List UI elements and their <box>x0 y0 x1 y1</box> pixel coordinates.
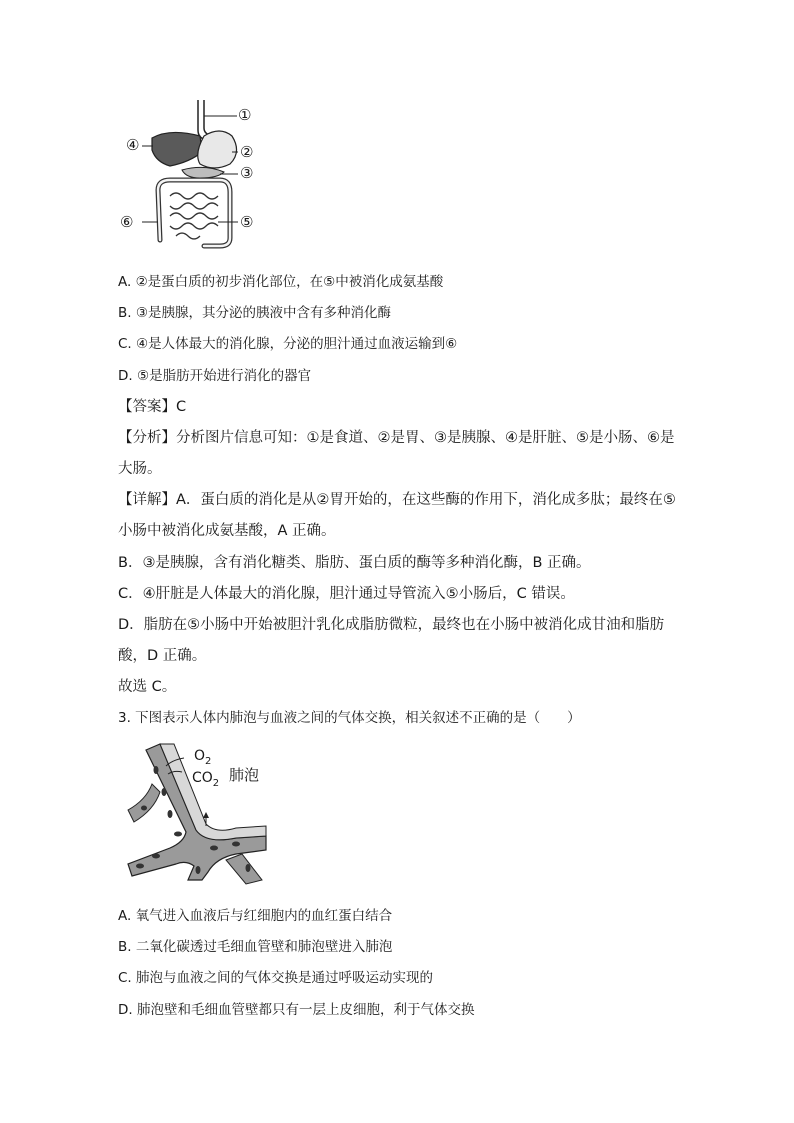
figure-label-4: ④ <box>126 136 140 154</box>
q3-option-d: D. 肺泡壁和毛细血管壁都只有一层上皮细胞，利于气体交换 <box>118 1002 475 1018</box>
digestive-system-figure <box>120 100 290 260</box>
q2-option-a: A. ②是蛋白质的初步消化部位，在⑤中被消化成氨基酸 <box>118 274 444 290</box>
q2-analysis-line-2: 大肠。 <box>118 461 162 477</box>
o2-label: $O_2$ <box>194 748 212 767</box>
q2-detail-line-2: 小肠中被消化成氨基酸，A 正确。 <box>118 523 336 539</box>
q2-option-b: B. ③是胰腺，其分泌的胰液中含有多种消化酶 <box>118 305 391 321</box>
q2-detail-line-5: D．脂肪在⑤小肠中开始被胆汁乳化成脂肪微粒，最终也在小肠中被消化成甘油和脂肪 <box>118 617 665 633</box>
q2-analysis-line-1: 【分析】分析图片信息可知：①是食道、②是胃、③是胰腺、④是肝脏、⑤是小肠、⑥是 <box>118 430 675 446</box>
q2-detail-line-4: C．④肝脏是人体最大的消化腺，胆汁通过导管流入⑤小肠后，C 错误。 <box>118 586 575 602</box>
q2-option-c: C. ④是人体最大的消化腺，分泌的胆汁通过血液运输到⑥ <box>118 336 458 352</box>
q2-conclusion: 故选 C。 <box>118 679 177 695</box>
q3-option-c: C. 肺泡与血液之间的气体交换是通过呼吸运动实现的 <box>118 970 434 986</box>
figure-label-3: ③ <box>240 164 254 182</box>
q3-option-b: B. 二氧化碳透过毛细血管壁和肺泡壁进入肺泡 <box>118 939 393 955</box>
figure-label-2: ② <box>240 143 254 161</box>
q2-answer: 【答案】C <box>118 399 187 415</box>
figure-label-1: ① <box>238 106 252 124</box>
q2-option-d: D. ⑤是脂肪开始进行消化的器官 <box>118 368 312 384</box>
q3-stem: 3. 下图表示人体内肺泡与血液之间的气体交换，相关叙述不正确的是（ ） <box>118 710 581 726</box>
q2-detail-line-1: 【详解】A．蛋白质的消化是从②胃开始的，在这些酶的作用下，消化成多肽；最终在⑤ <box>118 492 676 508</box>
q2-detail-line-6: 酸，D 正确。 <box>118 648 207 664</box>
q2-detail-line-3: B．③是胰腺，含有消化糖类、脂肪、蛋白质的酶等多种消化酶，B 正确。 <box>118 555 591 571</box>
alveolus-label: 肺泡 <box>229 766 260 784</box>
co2-label: $CO_2$ <box>192 770 220 789</box>
figure-label-5: ⑤ <box>240 213 254 231</box>
q3-option-a: A. 氧气进入血液后与红细胞内的血红蛋白结合 <box>118 908 393 924</box>
figure-label-6: ⑥ <box>120 213 134 231</box>
